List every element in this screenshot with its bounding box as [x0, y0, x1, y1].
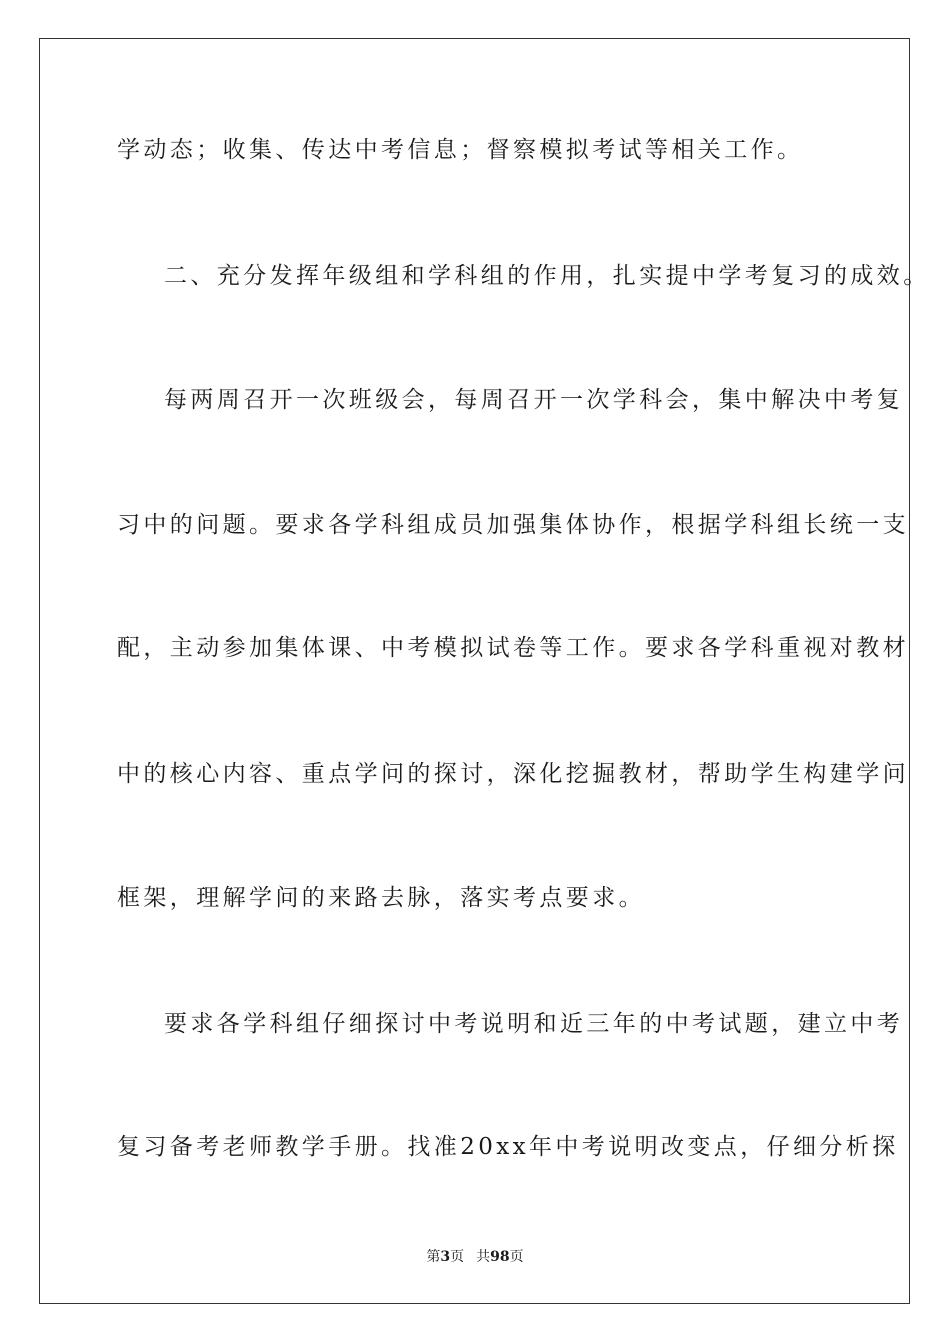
body-line-3: 每两周召开一次班级会，每周召开一次学科会，集中解决中考复	[164, 387, 904, 413]
body-line-7: 框架，理解学问的来路去脉，落实考点要求。	[117, 885, 645, 911]
page-total: 98	[490, 1249, 510, 1265]
body-line-1: 学动态；收集、传达中考信息；督察模拟考试等相关工作。	[117, 137, 804, 163]
body-line-5: 配，主动参加集体课、中考模拟试卷等工作。要求各学科重视对教材	[117, 635, 909, 661]
page-border	[39, 38, 930, 1304]
page-unit: 页	[450, 1249, 465, 1265]
page-prefix: 第	[426, 1249, 441, 1265]
section-heading-2: 二、充分发挥年级组和学科组的作用，扎实提中学考复习的成效。	[164, 263, 930, 289]
total-unit: 页	[509, 1249, 524, 1265]
total-prefix: 共	[476, 1249, 491, 1265]
body-line-8: 要求各学科组仔细探讨中考说明和近三年的中考试题，建立中考	[164, 1011, 904, 1037]
page-number: 3	[440, 1249, 451, 1265]
page-footer	[0, 1248, 950, 1266]
body-line-9: 复习备考老师教学手册。找准20xx年中考说明改变点，仔细分析探	[117, 1134, 899, 1160]
body-line-6: 中的核心内容、重点学问的探讨，深化挖掘教材，帮助学生构建学问	[117, 761, 909, 787]
body-line-4: 习中的问题。要求各学科组成员加强集体协作，根据学科组长统一支	[117, 512, 909, 538]
